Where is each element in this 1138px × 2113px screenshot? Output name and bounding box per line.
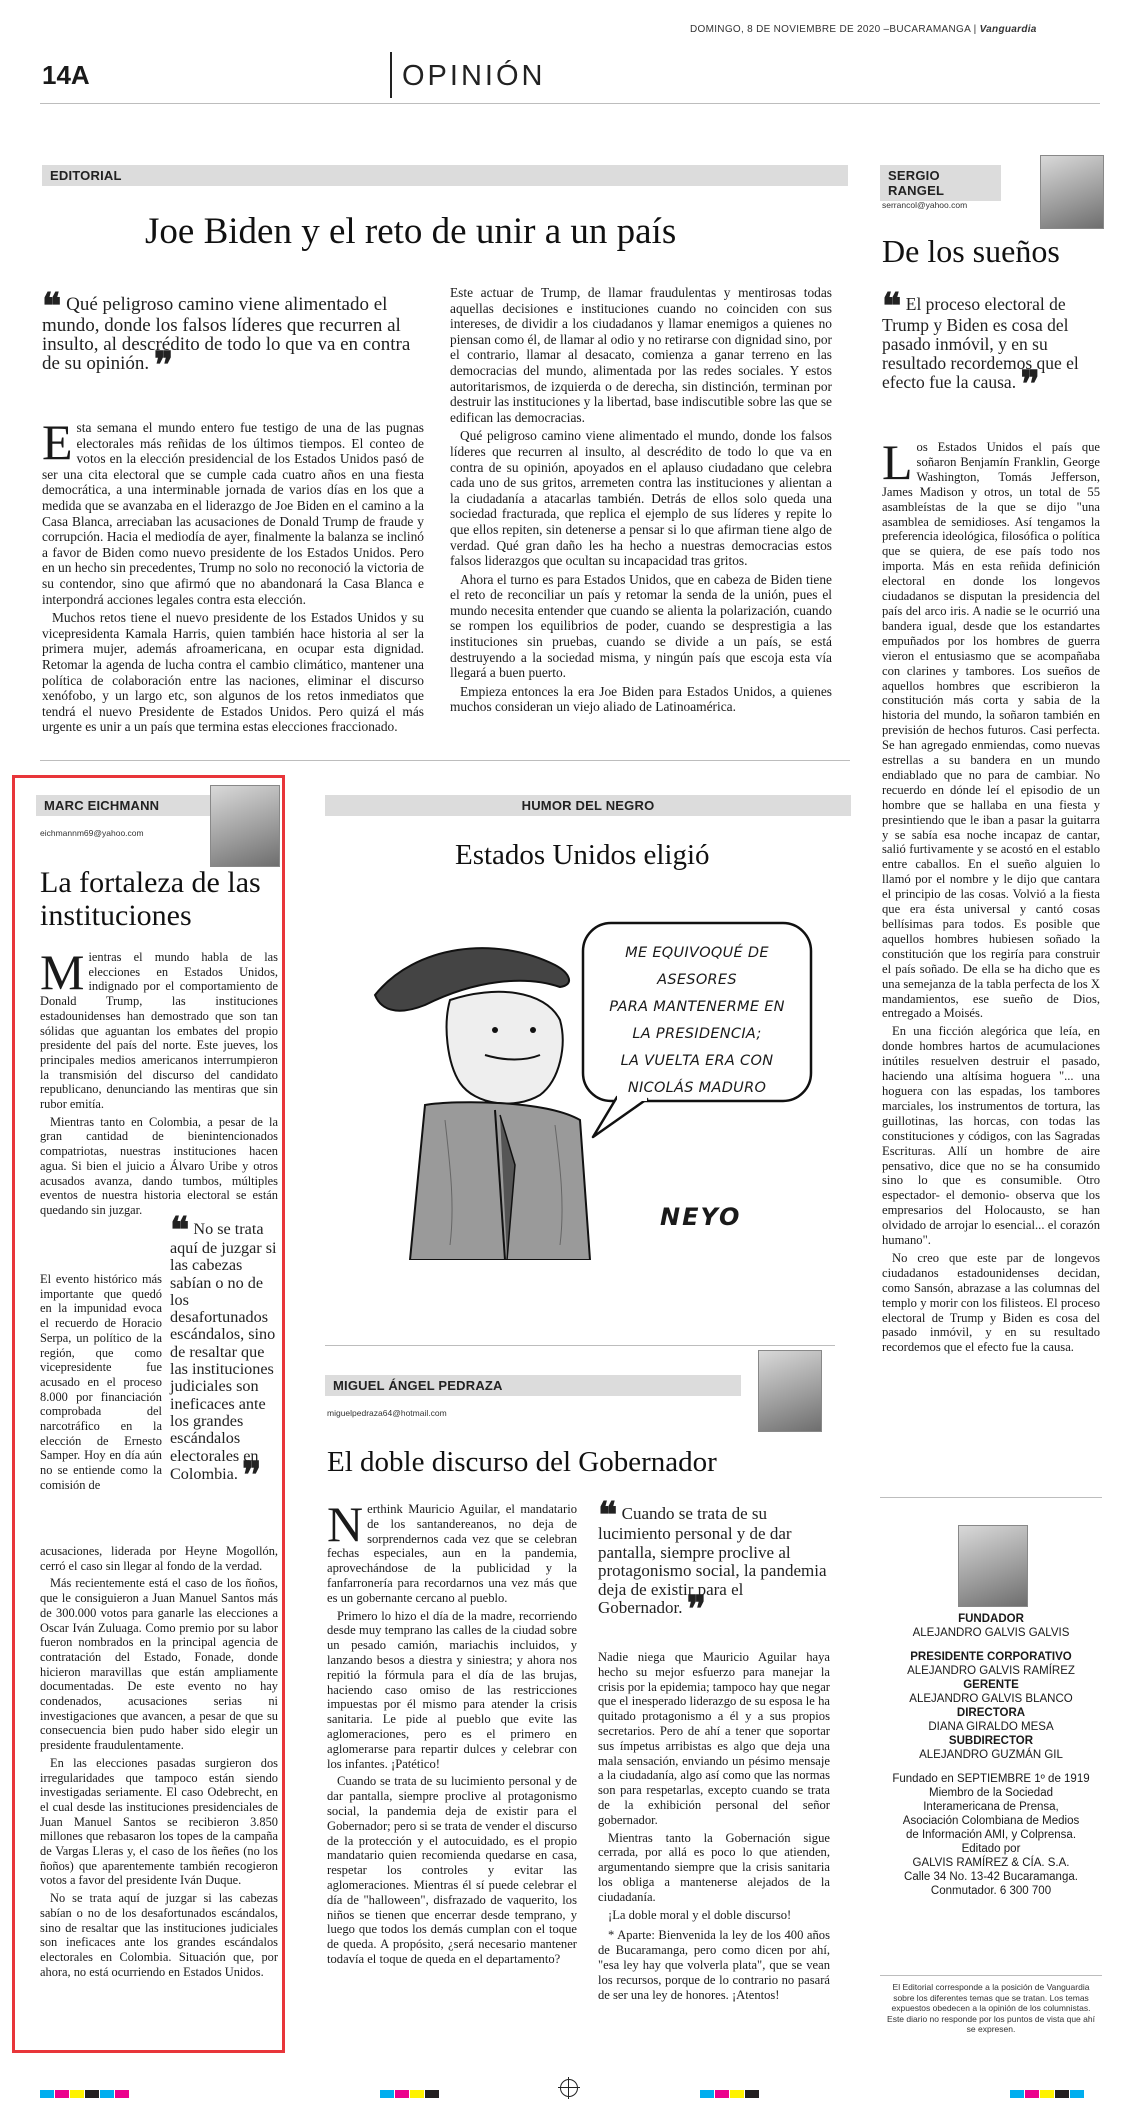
eichmann-paragraph: Mientras tanto en Colombia, a pesar de la gran cantidad de bienintencionados compatriotas, nuestras instituciones hacen agua. Si bien el juicio a Álvaro Uribe y otros acusados avanza, dando tumbos, múltiples eventos de nuestra historia electoral se están quedando sin juzgar. [40, 1114, 278, 1217]
masthead [880, 1612, 1102, 1898]
rangel-paragraph: os Estados Unidos el país que soñaron Benjamín Franklin, George Washington, Tomás Jefferson, James Madison y otros, un total de 55 asambleístas de la que se dijo "una asamblea de semidioses. Así tengamos la preferencia ideológica, filosófica o política que se quiera, de ese país todo nos importa. Más en esta reñida definición electoral en donde los longevos ciudadanos se disputan la presidencia del país del arco iris. A nadie se le ocurrió una bandera igual, desde que los estandartes empuñados por los hombres de guerra vieron el entusiasmo que se acompañaba con clarines y tambores. Los sueños de aquellos hombres que escribieron la constitución más corta y sabia de la historia del mundo, la soñaron también en previsión de hechos futuros. Casi perfecta. Se han agregado enmiendas, como nuevas estrellas a su bandera en un mundo endiablado que no para de cambiar. No recuerdo en dónde leí el episodio de un hombre que se hallaba en una fiesta y presintiendo que le iban a pasar la guitarra y se sabía esa noche incapaz de cantar, salió furtivamente y se acostó en el establo entre caballos. En el sueño alguien lo llamó por el nombre y le dijo que cantara el principio de las cosas. Volvió a la fiesta que era ésta universal y cantó cosas bellísimas para todos. Es posible que aquellos hombres hubiesen soñado la constitución que los regiría para construir el país soñado. De ella se ha dicho que es una semejanza de la tabla perfecta de los X mandamientos, ese sueño de Dios, entregado a Moisés. [882, 440, 1100, 1021]
pedraza-headline: El doble discurso del Gobernador [327, 1446, 717, 1478]
open-quote-icon: ❝ [170, 1210, 190, 1250]
rangel-tag: SERGIO RANGEL [880, 165, 1001, 201]
section-title: OPINIÓN [402, 60, 546, 92]
rangel-dropcap: L [882, 434, 913, 490]
pedraza-paragraph: * Aparte: Bienvenida la ley de los 400 años de Bucaramanga, pero como dicen por ahí, "esa ley hay que volverla plata", que se vean los recursos, porque de lo contrario no pasará de ser una ley de honores. ¡Atentos! [598, 1928, 830, 2002]
manager-title: GERENTE [963, 1679, 1019, 1691]
color-registration-bar-left [40, 2085, 130, 2103]
editorial-paragraph: Ahora el turno es para Estados Unidos, que en cabeza de Biden tiene el reto de reconciliar un país y retomar la senda de la unión, pues el mundo necesita entender que cuando se alienta la polarización, cuando se rompen los equilibrios de poder, cuando se desprestigia a las instituciones sin pruebas, cuando se divide a un país, se está destruyendo a la sociedad misma, y ningún país que escoja esta vía llegará a buen puerto. [450, 571, 832, 681]
cartoon-headline: Estados Unidos eligió [455, 839, 710, 871]
rangel-column-body [882, 434, 1100, 1358]
pedraza-tag: MIGUEL ÁNGEL PEDRAZA [325, 1375, 741, 1396]
open-quote-icon: ❝ [882, 286, 902, 326]
editorial-paragraph: Muchos retos tiene el nuevo presidente de los Estados Unidos y su vicepresidenta Kamala Harris, quien también hace historia al ser la primera mujer, además afroamericana, en ocupar esta dignidad. Retomar la agenda de lucha contra el cambio climático, mantener una política de colaboración entre las naciones, eliminar el discurso xenófobo, y un largo etc, son algunos de los retos inmediatos que tendrá el nuevo Presidente de Estados Unidos. Pero quizá el más urgente es unir a un país que termina estas elecciones fraccionado. [42, 610, 424, 735]
editorial-bottom-rule [40, 760, 850, 761]
cartoonist-signature: NEYO [660, 1203, 742, 1231]
registration-mark-icon [560, 2079, 578, 2097]
open-quote-icon: ❝ [598, 1495, 618, 1535]
eichmann-paragraph: No se trata aquí de juzgar si las cabezas sabían o no de los desafortunados escándalos, sino de resaltar que las instituciones judiciales son ineficaces ante los grandes escándalos electorales en Colombia. Situación que, por ahora, no está ocurriendo en Estados Unidos. [40, 1891, 278, 1979]
close-quote-icon: ❞ [686, 1589, 707, 1629]
masthead-info-line: Editado por [961, 1843, 1021, 1855]
rangel-headline: De los sueños [882, 233, 1060, 269]
rangel-pullquote [882, 286, 1100, 404]
color-registration-bar-mid-right [700, 2085, 760, 2103]
pedraza-email: miguelpedraza64@hotmail.com [327, 1408, 447, 1418]
eichmann-email: eichmannm69@yahoo.com [40, 828, 144, 838]
close-quote-icon: ❞ [241, 1454, 262, 1495]
director-name: DIANA GIRALDO MESA [928, 1721, 1054, 1733]
editorial-dropcap: E [42, 414, 73, 470]
masthead-info-line: Interamericana de Prensa, [923, 1801, 1059, 1813]
founder-title: FUNDADOR [958, 1613, 1024, 1625]
author-photo-rangel [1040, 155, 1104, 229]
open-quote-icon: ❝ [42, 286, 62, 326]
pedraza-paragraph: Mientras tanto la Gobernación sigue cerrada, por allá es poco lo que atienden, argumentando siempre que la crisis sanitaria los obliga a mantenerse alejados de la ciudadanía. [598, 1830, 830, 1904]
editorial-pullquote-text: Qué peligroso camino viene alimentado el mundo, donde los falsos líderes que recurren al insulto, al descrédito de todo lo que va en contra de su opinión. [42, 294, 411, 374]
president-name: ALEJANDRO GALVIS RAMÍREZ [907, 1665, 1075, 1677]
founder-name: ALEJANDRO GALVIS GALVIS [912, 1627, 1070, 1639]
eichmann-body-top [40, 944, 278, 1221]
pedraza-paragraph: erthink Mauricio Aguilar, el mandatario de los santandereanos, no deja de sorprendernos cada vez que se celebran fechas especiales, aun en la pandemia, aprovechándose de la publicidad y la fanfarronería para recordarnos una vez más que es un gobernante cercano al pueblo. [327, 1502, 577, 1605]
rangel-paragraph: En una ficción alegórica que leía, en donde hombres hartos de acumulaciones inútiles resuelven destruir el pasado, haciendo una altísima hoguera "... una hoguera con las espadas, los tambores marciales, los instrumentos de tortura, las guillotinas, las horcas, con todas las constituciones y códigos, con las Sagradas Escrituras. Allí un hombre de aire pensativo, dice que no se ha consumido sino lo que es consumible. Otro espectador- el demonio- observa que los empresarios del Holocausto, se han olvidado de arrojar lo esencial... el corazón humano". [882, 1024, 1100, 1248]
pedraza-paragraph: Nadie niega que Mauricio Aguilar haya hecho su mejor esfuerzo para manejar la crisis por la epidemia; tampoco hay que negar que el inesperado liderazgo de su esposa le ha quitado protagonismo a él y a sus propios secretarios. Pero de ahí a tener que soportar sus ímpetus arribistas es algo que deja una mala sensación, enviando un pésimo mensaje a la ciudadanía, algo así como que las normas son para respetarlas, excepto cuando se trata de la exhibición personal del señor gobernador. [598, 1650, 830, 1827]
color-registration-bar-right [1010, 2085, 1085, 2103]
pedraza-pullquote-text: Cuando se trata de su lucimiento personal y de dar pantalla, siempre proclive al protagonismo social, la pandemia deja de existir para el Gobernador. [598, 1504, 827, 1617]
masthead-info-line: Calle 34 No. 13-42 Bucaramanga. [904, 1871, 1078, 1883]
pedraza-dropcap: N [327, 1496, 364, 1552]
masthead-info-line: Miembro de la Sociedad [928, 1787, 1053, 1799]
editorial-paragraph: Qué peligroso camino viene alimentado el mundo, donde los falsos líderes que recurren al insulto, al descrédito de todo lo que va en contra de su opinión, apoyados en el aplauso ciudadano que celebra cada uno de sus gritos, arremeten contra las instituciones y alientan a la ciudadanía a atacarlas también. Detrás de ellos solo queda una sociedad fracturada, que replica el ejemplo de sus líderes y repite lo que ellos repiten, sin detenerse a pensar si lo que afirman tiene algo de verdad. Qué gran daño les ha hecho a nuestras democracias estos falsos liderazgos que ocultan su incapacidad tras gritos. [450, 428, 832, 569]
pedraza-col2 [598, 1650, 830, 2005]
masthead-info-line: GALVIS RAMÍREZ & CÍA. S.A. [912, 1857, 1070, 1869]
cartoon-bottom-rule [325, 1345, 835, 1346]
speech-line: NICOLÁS MADURO [627, 1080, 767, 1096]
cartoon-illustration [355, 905, 815, 1260]
brand-logo: Vanguardia [979, 24, 1037, 35]
eichmann-body-left [40, 1272, 162, 1496]
editorial-col1 [42, 414, 424, 738]
editorial-paragraph: sta semana el mundo entero fue testigo de una de las pugnas electorales más reñidas de los últimos tiempos. El conteo de votos en la elección presidencial de los Estados Unidos pasó de ser una cita electoral que se cumple cada cuatro años en una fiesta democrática, a una interminable jornada de varios días en los que a medida que se avanzaba en el liderazgo de Joe Biden en el camino a la Casa Blanca, arreciaban las acusaciones de Donald Trump de fraude y corrupción. Hacia el mediodía de ayer, finalmente la balanza se inclinó a favor de Biden como nuevo presidente de los Estados Unidos. Pero en un hecho sin precedentes, Trump no solo no reconoció la victoria de su contendor, sino que afirmó que no abandonará la Casa Blanca e interpondrá acciones legales contra esta elección. [42, 420, 424, 607]
eichmann-paragraph: Más recientemente está el caso de los ñoños, que le consiguieron a Juan Manuel Santos más de 300.000 votos para ganarle las elecciones a Oscar Iván Zuluaga. Como premio por su labor fueron nombrados en la principal agencia de contratación del Estado, Fonade, donde hicieron maravillas que están ampliamente documentadas. De este evento no hay condenados, acusaciones serias ni investigaciones que avancen, a pesar de que su consecuencia bien pudo haber sido elegir un presidente fraudulentamente. [40, 1576, 278, 1753]
masthead-info-line: de Información AMI, y Colprensa. [905, 1829, 1077, 1841]
eichmann-dropcap: M [40, 944, 85, 1000]
masthead-info-line: Fundado en SEPTIEMBRE 1º de 1919 [892, 1773, 1090, 1785]
speech-line: LA PRESIDENCIA; [632, 1026, 762, 1042]
close-quote-icon: ❞ [1020, 364, 1040, 404]
masthead-disclaimer: El Editorial corresponde a la posición de Vanguardia sobre los diferentes temas que se tratan. Los temas expuestos obedecen a la opinión de los columnistas. Este diario no responde por los puntos de vista que ahí se expresen. [887, 1982, 1095, 2034]
rangel-pullquote-text: El proceso electoral de Trump y Biden es cosa del pasado inmóvil, y en su resultado recordemos que el efecto fue la causa. [882, 294, 1079, 392]
rangel-paragraph: No creo que este par de longevos ciudadanos estadounidenses decidan, como Sansón, abrazase a las columnas del templo y morir con los filisteos. El proceso electoral de Trump y Biden es cosa del pasado inmóvil, y en su resultado recordemos que el efecto fue la causa. [882, 1250, 1100, 1355]
editorial-tag: EDITORIAL [42, 165, 848, 186]
masthead-disclaimer-rule [880, 1975, 1102, 1976]
manager-name: ALEJANDRO GALVIS BLANCO [909, 1693, 1073, 1705]
eichmann-paragraph: El evento histórico más importante que quedó en la impunidad evoca el recuerdo de Horacio Serpa, un político de la región, que como vicepresidente fue acusado en el proceso 8.000 por financiación comprobada del narcotráfico en la elección de Ernesto Samper. Hoy en día aún no se entiende como la comisión de [40, 1272, 162, 1492]
eichmann-tag: MARC EICHMANN [36, 795, 212, 816]
president-title: PRESIDENTE CORPORATIVO [910, 1651, 1072, 1663]
pedraza-paragraph: Cuando se trata de su lucimiento personal y de dar pantalla, siempre proclive al protagonismo social, la pandemia deja de existir para el Gobernador; pero si se trata de vender el discurso de la protección y el autocuidado, es el propio mandatario quien recomienda quedarse en casa, respetar los controles y evitar las aglomeraciones. Mientras él sí puede celebrar el día de "halloween", disfrazado de vaquerito, los niños se tienen que encerrar desde temprano, y luego que todos los demás cumplan con el toque de queda. A propósito, ¿será necesario mantener todavía el toque de queda en el departamento? [327, 1774, 577, 1966]
eichmann-paragraph: ientras el mundo habla de las elecciones en Estados Unidos, indignado por el comportamiento de Donald Trump, las instituciones estadounidenses han demostrado que son tan sólidas que aguantan los embates del propio presidente del país del norte. Este jueves, los principales medios americanos interrumpieron la transmisión del discurso del candidato republicano, denunciando las mentiras que sin rubor emitía. [40, 950, 278, 1112]
author-photo-eichmann [210, 785, 280, 867]
masthead-info-line: Conmutador. 6 300 700 [930, 1885, 1052, 1897]
editorial-headline: Joe Biden y el reto de unir a un país [145, 211, 677, 252]
eichmann-body-bottom [40, 1544, 278, 1982]
masthead-info-line: Asociación Colombiana de Medios [902, 1815, 1080, 1827]
close-quote-icon: ❞ [153, 345, 174, 385]
eichmann-pullquote-text: No se trata aquí de juzgar si las cabezas sabían o no de los desafortunados escándalos, sino de resaltar que las instituciones judiciales son ineficaces ante los grandes escándalos electorales en Colombia. [170, 1220, 277, 1483]
eichmann-pullquote [170, 1210, 280, 1495]
subdirector-title: SUBDIRECTOR [948, 1735, 1034, 1747]
pedraza-paragraph: Primero lo hizo el día de la madre, recorriendo desde muy temprano las calles de la ciudad sobre un pesado camión, mariachis incluidos, y lanzando besos a diestra y siniestra; y ahora nos repitió la fórmula para el día de las brujas, haciendo caso omiso de las restricciones impuestas por él mismo para atender la crisis sanitaria. Le pide al pueblo que evite las aglomeraciones, pero es el primero en aglomerarse para repartir dulces y celebrar con los infantes. ¡Patético! [327, 1608, 577, 1771]
eichmann-paragraph: En las elecciones pasadas surgieron dos irregularidades que tampoco están siendo investigadas seriamente. El caso Odebrecht, en el cual desde las instituciones presidenciales de Juan Manuel Santos se recibieron 3.850 millones que rebasaron los topes de la campaña de Vargas Lleras y, el caso de los ñeñes (no los ñoños) que aparentemente también recogieron votos a favor del presidente Iván Duque. [40, 1755, 278, 1888]
cartoon-tag: HUMOR DEL NEGRO [325, 795, 851, 816]
rangel-email: serrancol@yahoo.com [882, 200, 968, 210]
masthead-top-rule [880, 1497, 1102, 1498]
editorial-col2 [450, 285, 832, 718]
speech-line: PARA MANTENERME EN [609, 999, 785, 1015]
editorial-paragraph: Este actuar de Trump, de llamar fraudulentas y mentirosas todas aquellas decisiones e instituciones cuando no coinciden con sus intereses, de dividir a los ciudadanos y llamar enemigos a quienes no piensan como él, de llamar al odio y no retirarse con dignidad sino, por el contrario, llamar al desacato, comienza a ganar terreno en las democracias del mundo, alimentada por las redes sociales. Y estos autoritarismos, de izquierda o de derecha, sin distinción, terminan por destruir las instituciones y la libertad, base indiscutible sobre las que se edifican las democracias. [450, 285, 832, 425]
subdirector-name: ALEJANDRO GUZMÁN GIL [919, 1749, 1063, 1761]
pedraza-pullquote [598, 1495, 828, 1629]
editorial-paragraph: Empieza entonces la era Joe Biden para Estados Unidos, a quienes muchos consideran un viejo aliado de Latinoamérica. [450, 683, 832, 715]
eichmann-paragraph: acusaciones, liderada por Heyne Mogollón, cerró el caso sin llegar al fondo de la verdad. [40, 1544, 278, 1573]
dateline [690, 24, 1037, 35]
eichmann-headline: La fortaleza de las instituciones [40, 866, 261, 932]
speech-bubble-text [595, 940, 799, 1102]
header-rule [40, 103, 1100, 104]
dateline-text: DOMINGO, 8 DE NOVIEMBRE DE 2020 –BUCARAMANGA [690, 24, 971, 35]
color-registration-bar-mid-left [380, 2085, 440, 2103]
author-photo-pedraza [758, 1350, 822, 1432]
founder-portrait [958, 1525, 1028, 1607]
director-title: DIRECTORA [956, 1707, 1026, 1719]
dateline-separator: | [973, 24, 980, 35]
page-number: 14A [42, 60, 90, 90]
pedraza-paragraph: ¡La doble moral y el doble discurso! [608, 1907, 792, 1922]
speech-line: LA VUELTA ERA CON [620, 1053, 774, 1069]
editorial-pullquote [42, 286, 424, 385]
pedraza-col1 [327, 1496, 577, 1970]
header-divider [390, 52, 392, 98]
speech-line: ME EQUIVOQUÉ DE ASESORES [625, 945, 769, 988]
